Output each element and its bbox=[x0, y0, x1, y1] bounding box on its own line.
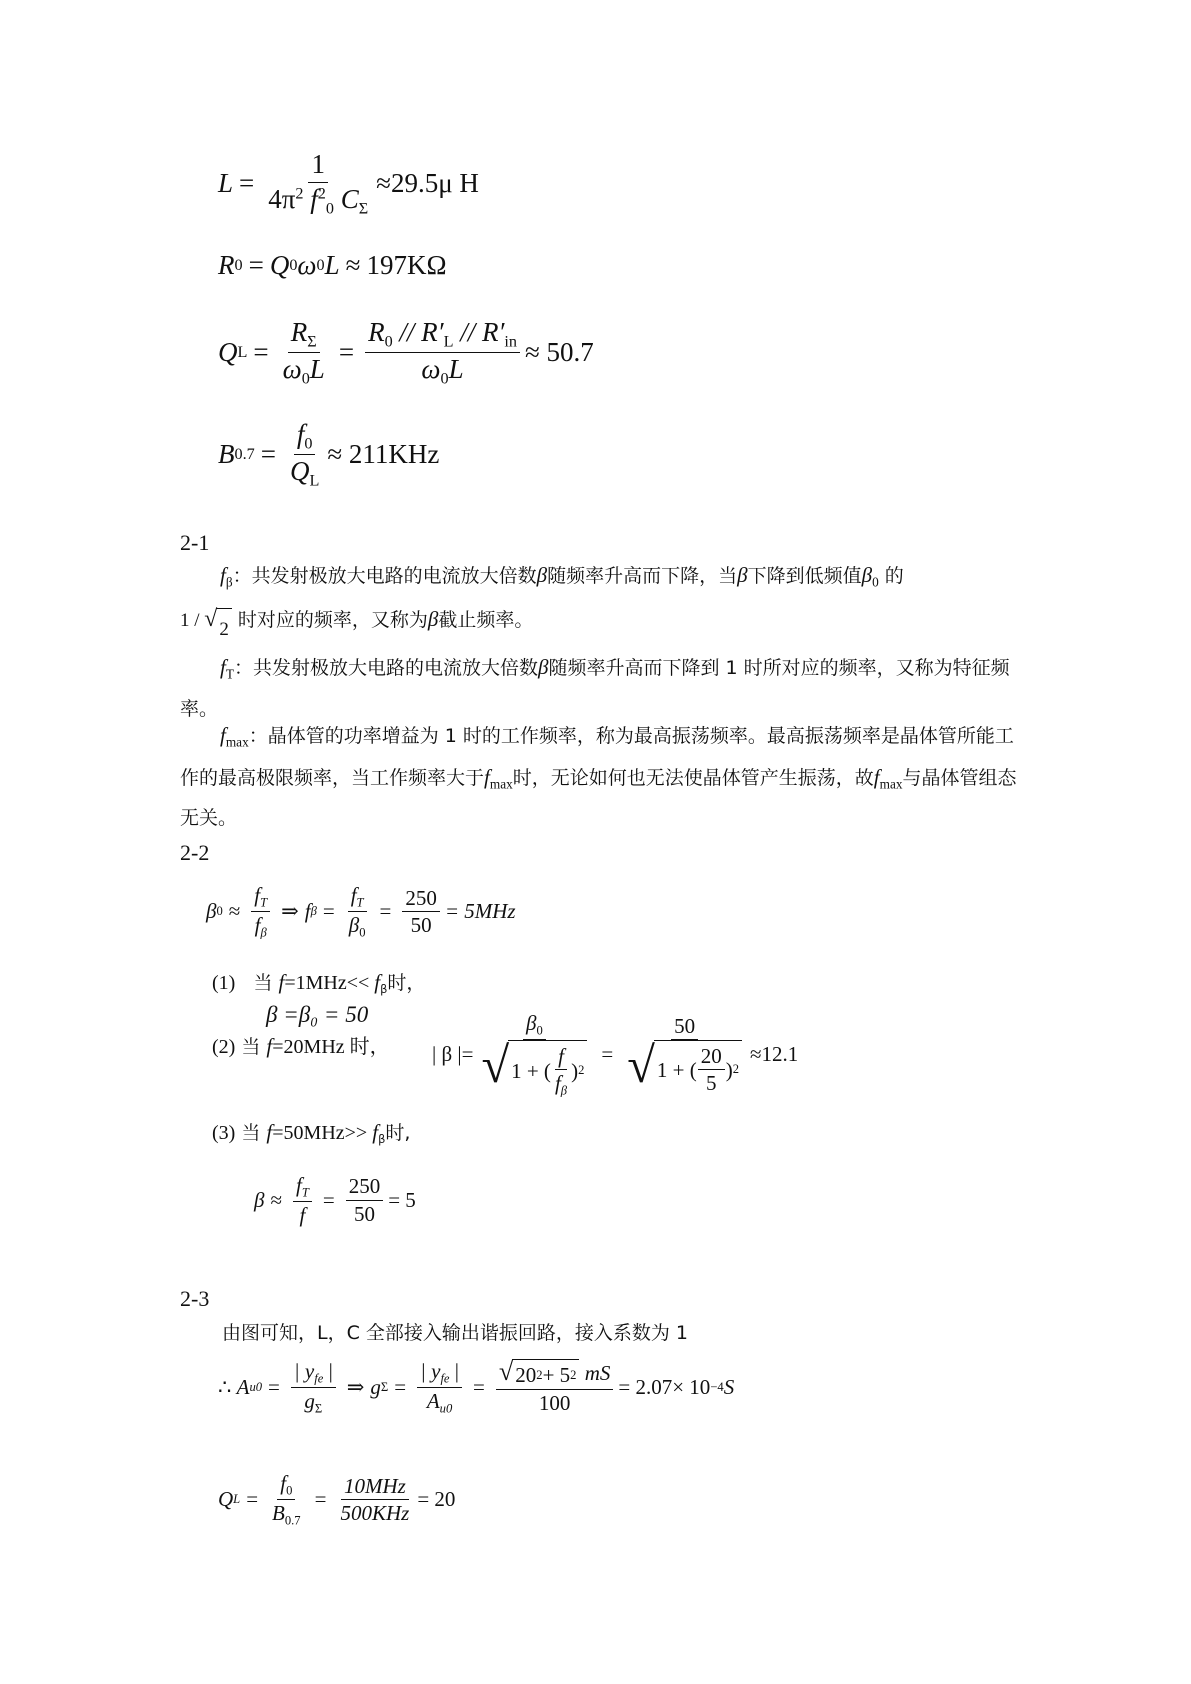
case-2-equation bbox=[432, 1010, 798, 1100]
sqrt-expression bbox=[481, 1037, 587, 1099]
text: 与晶体管组态无关。 bbox=[180, 766, 1017, 830]
paragraph-f-beta-cont bbox=[180, 600, 1020, 649]
sub: Σ bbox=[307, 332, 317, 351]
num-term: f bbox=[254, 883, 261, 907]
symbol: β bbox=[737, 563, 748, 587]
sqrt-icon: √ bbox=[204, 606, 218, 632]
denominator: 100 bbox=[538, 1390, 571, 1415]
unit: mS bbox=[579, 1361, 611, 1386]
sub: 0 bbox=[872, 574, 879, 590]
loaded-q-equation bbox=[218, 1470, 455, 1529]
numerator bbox=[417, 1358, 462, 1388]
text: =1MHz<< bbox=[284, 972, 375, 994]
numerator bbox=[291, 1358, 336, 1388]
bandwidth-equation bbox=[218, 418, 439, 491]
numerator bbox=[251, 882, 270, 912]
sub: 0 bbox=[325, 199, 334, 218]
denominator: 50 bbox=[353, 1201, 375, 1226]
eq-result: = 5MHz bbox=[444, 899, 516, 924]
eq-symbol: β bbox=[254, 1187, 265, 1212]
numerator bbox=[277, 1470, 295, 1500]
symbol: f bbox=[374, 970, 381, 994]
fraction bbox=[337, 1473, 412, 1527]
sub: 0.7 bbox=[234, 444, 255, 463]
eq-operator: = bbox=[473, 1375, 485, 1400]
sqrt-icon: √ bbox=[498, 1357, 514, 1387]
resistance-equation bbox=[218, 250, 447, 281]
symbol: f bbox=[266, 1034, 273, 1058]
sub: u0 bbox=[439, 1401, 453, 1416]
sub: β bbox=[380, 981, 388, 996]
radicand: 2 bbox=[216, 608, 232, 649]
case-label: (2) bbox=[212, 1036, 236, 1058]
paragraph-f-max bbox=[180, 718, 1020, 835]
sub: Σ bbox=[314, 1401, 323, 1416]
eq-operator: = bbox=[314, 1487, 327, 1512]
numerator bbox=[288, 316, 320, 353]
sub: fe bbox=[314, 1371, 324, 1386]
num-term: R bbox=[368, 317, 385, 347]
den-term: L bbox=[309, 353, 325, 384]
denominator bbox=[265, 183, 371, 219]
den-term: ω bbox=[282, 353, 302, 384]
num-term: f bbox=[350, 883, 357, 907]
beta-frequency-equation bbox=[206, 882, 516, 941]
sub: 0 bbox=[216, 904, 223, 919]
den-term: C bbox=[340, 183, 359, 214]
denominator: 50 bbox=[410, 913, 432, 938]
sub: T bbox=[356, 895, 364, 910]
text: 1 + ( bbox=[511, 1059, 551, 1084]
eq-operator: = bbox=[322, 899, 335, 924]
den-term: A bbox=[426, 1389, 440, 1414]
numerator bbox=[365, 316, 520, 353]
sub: L bbox=[309, 471, 320, 490]
gain-conductance-equation bbox=[218, 1358, 734, 1417]
text: 1 + ( bbox=[656, 1057, 697, 1082]
num-term: | bbox=[449, 1359, 459, 1383]
den-term: B bbox=[272, 1501, 285, 1526]
denominator bbox=[478, 1037, 590, 1099]
sub: 0 bbox=[536, 1023, 543, 1038]
paragraph-f-t bbox=[180, 650, 1020, 726]
fraction bbox=[417, 1358, 462, 1417]
section-heading-2-1: 2-1 bbox=[180, 530, 210, 555]
case-label: (1) bbox=[212, 972, 236, 994]
fraction bbox=[280, 316, 328, 389]
symbol: f bbox=[266, 1120, 273, 1144]
sub: Σ bbox=[380, 1380, 389, 1395]
sub: 0 bbox=[304, 434, 313, 453]
text: + 5 bbox=[542, 1363, 571, 1388]
sub: β bbox=[560, 1083, 568, 1098]
case-3-condition bbox=[212, 1118, 410, 1146]
text: 时， bbox=[387, 972, 426, 994]
den-term: 4π bbox=[268, 183, 296, 214]
unit: S bbox=[723, 1375, 735, 1400]
eq-operator: ≈ bbox=[345, 250, 361, 280]
eq-symbol: | β |= bbox=[432, 1042, 474, 1067]
sup: 2 bbox=[732, 1062, 739, 1077]
numerator bbox=[523, 1010, 546, 1040]
eq-operator: = bbox=[260, 438, 276, 469]
sub: max bbox=[489, 776, 513, 792]
sub: max bbox=[879, 776, 903, 792]
eq-result: 197KΩ bbox=[366, 250, 447, 280]
sub: β bbox=[260, 925, 267, 940]
numerator: 250 bbox=[346, 1173, 384, 1200]
fraction bbox=[698, 1043, 725, 1097]
text: ：晶体管的功率增益为 1 时的工作频率，称为最高振荡频率。最高振荡频率是晶体管所能工作的最高极限频率，当工作频率大于 bbox=[180, 725, 1014, 789]
radicand bbox=[512, 1359, 579, 1388]
paragraph-f-beta bbox=[180, 556, 1020, 602]
radicand bbox=[508, 1040, 587, 1099]
eq-term: L bbox=[324, 250, 340, 280]
denominator: 5 bbox=[705, 1071, 717, 1096]
symbol: f bbox=[220, 723, 226, 747]
denominator bbox=[424, 1388, 455, 1417]
eq-result: ≈ 211KHz bbox=[327, 438, 440, 469]
eq-symbol: A bbox=[236, 1375, 250, 1400]
text: 当 bbox=[253, 972, 279, 994]
denominator bbox=[552, 1070, 570, 1099]
sub: u0 bbox=[249, 1380, 263, 1395]
sup: 2 bbox=[317, 184, 326, 203]
inductance-equation bbox=[218, 148, 479, 219]
sub: L bbox=[233, 1492, 241, 1507]
text: 时对应的频率，又称为 bbox=[231, 609, 428, 631]
sub: 0.7 bbox=[284, 1513, 301, 1528]
numerator: f bbox=[555, 1043, 567, 1070]
den-term: f bbox=[254, 913, 261, 938]
sup: 2 bbox=[536, 1367, 543, 1382]
sub: β bbox=[310, 904, 317, 919]
num-term: f bbox=[280, 1471, 287, 1495]
symbol: f bbox=[484, 764, 490, 789]
eq-operator: ⇒ bbox=[346, 1375, 365, 1400]
sup: 2 bbox=[295, 184, 304, 203]
eq-operator: ≈ bbox=[228, 899, 241, 924]
sub: L bbox=[237, 342, 248, 361]
eq-symbol: B bbox=[218, 438, 235, 469]
sqrt-expression bbox=[204, 608, 232, 649]
eq-symbol: Q bbox=[218, 1487, 234, 1512]
text: ) bbox=[571, 1059, 579, 1084]
fraction bbox=[496, 1359, 614, 1416]
fraction bbox=[251, 882, 270, 941]
denominator bbox=[280, 353, 328, 389]
fraction bbox=[365, 316, 520, 389]
text: ：共发射极放大电路的电流放大倍数 bbox=[232, 565, 537, 587]
text: 下降到低频值 bbox=[747, 565, 862, 587]
eq-result: ≈12.1 bbox=[750, 1042, 799, 1067]
quality-factor-equation bbox=[218, 316, 594, 389]
eq-operator: ≈ bbox=[270, 1187, 282, 1212]
sub: fe bbox=[440, 1371, 450, 1386]
denominator: f bbox=[299, 1203, 306, 1228]
eq-operator: ⇒ bbox=[281, 899, 299, 924]
fraction bbox=[624, 1013, 745, 1097]
symbol: f bbox=[278, 970, 285, 994]
num-term: // R′ bbox=[453, 317, 505, 347]
eq-operator: = bbox=[322, 1187, 335, 1212]
sup: −4 bbox=[710, 1380, 724, 1395]
eq-result: ≈ 50.7 bbox=[524, 336, 594, 367]
num-term: f bbox=[296, 1173, 302, 1197]
fraction bbox=[291, 1358, 336, 1417]
numerator bbox=[293, 1172, 312, 1202]
fraction bbox=[478, 1010, 590, 1100]
eq-symbol: L bbox=[218, 167, 234, 198]
case-3-equation bbox=[254, 1172, 416, 1228]
num-term: // R′ bbox=[392, 317, 444, 347]
eq-result: β =β₀ = 50 bbox=[266, 1002, 369, 1027]
numerator bbox=[348, 882, 367, 912]
den-term: g bbox=[304, 1389, 315, 1414]
sub: T bbox=[260, 895, 268, 910]
text: ：共发射极放大电路的电流放大倍数 bbox=[233, 657, 538, 679]
eq-result: = 20 bbox=[417, 1487, 456, 1512]
numerator bbox=[496, 1359, 614, 1389]
denominator bbox=[418, 353, 466, 389]
numerator: 50 bbox=[671, 1013, 698, 1040]
numerator bbox=[294, 418, 316, 455]
therefore-icon: ∴ bbox=[218, 1375, 232, 1400]
fraction bbox=[346, 882, 369, 941]
text: ) bbox=[725, 1057, 733, 1082]
denominator bbox=[269, 1500, 304, 1529]
symbol: f bbox=[873, 764, 880, 789]
sub: 0 bbox=[316, 256, 325, 274]
case-label: (3) bbox=[212, 1122, 236, 1144]
eq-symbol: Q bbox=[218, 336, 238, 367]
sub: in bbox=[504, 332, 517, 351]
eq-term: ω bbox=[297, 250, 317, 280]
fraction bbox=[293, 1172, 312, 1228]
eq-result: ≈29.5μ H bbox=[376, 167, 479, 198]
text: 的 bbox=[878, 565, 904, 587]
sqrt-expression bbox=[627, 1037, 742, 1097]
den-term: β bbox=[348, 913, 360, 938]
sup: 2 bbox=[578, 1063, 585, 1078]
sub: 0 bbox=[234, 256, 243, 274]
eq-operator: = bbox=[394, 1375, 407, 1400]
section-2-3-intro: 由图可知，L，C 全部接入输出谐振回路，接入系数为 1 bbox=[222, 1322, 689, 1344]
eq-operator: = bbox=[379, 899, 392, 924]
numerator: 250 bbox=[402, 885, 440, 912]
symbol: β bbox=[536, 563, 548, 587]
eq-operator: = bbox=[248, 250, 264, 280]
eq-operator: = bbox=[239, 167, 255, 198]
sub: 0 bbox=[440, 369, 449, 388]
text: 20 bbox=[515, 1363, 537, 1388]
sqrt-expression bbox=[499, 1359, 580, 1388]
text: 随频率升高而下降，当 bbox=[547, 565, 738, 587]
numerator: 20 bbox=[698, 1043, 725, 1070]
num-term: R bbox=[290, 317, 308, 347]
section-heading-2-3: 2-3 bbox=[180, 1286, 210, 1311]
sqrt-icon: √ bbox=[627, 1037, 655, 1094]
denominator bbox=[252, 912, 270, 941]
eq-term: Q bbox=[269, 250, 290, 280]
denominator bbox=[624, 1037, 745, 1097]
text: 随频率升高而下降到 1 时所对应的频率，又称为特征频率。 bbox=[180, 657, 1010, 720]
numerator: 1 bbox=[308, 148, 328, 183]
case-2-condition bbox=[212, 1030, 390, 1059]
symbol: β bbox=[427, 607, 439, 631]
eq-term: f bbox=[304, 899, 311, 924]
sub: 0 bbox=[384, 332, 393, 351]
num-term: β bbox=[526, 1011, 537, 1035]
sub: Σ bbox=[358, 199, 369, 218]
den-term: f bbox=[554, 1071, 561, 1096]
denominator bbox=[301, 1388, 325, 1417]
den-term: Q bbox=[289, 455, 310, 486]
den-term: ω bbox=[421, 353, 441, 384]
eq-result: = 5 bbox=[388, 1187, 416, 1212]
symbol: f bbox=[220, 655, 226, 679]
eq-symbol: β bbox=[206, 899, 217, 924]
eq-operator: = bbox=[246, 1487, 259, 1512]
sub: β bbox=[225, 574, 233, 590]
num-term: | y bbox=[420, 1359, 441, 1383]
denominator bbox=[287, 455, 322, 491]
symbol: β bbox=[861, 563, 873, 587]
radicand bbox=[654, 1040, 742, 1097]
text: =50MHz>> bbox=[272, 1122, 373, 1144]
sub: 0 bbox=[359, 925, 366, 940]
sub: 0 bbox=[286, 1483, 293, 1498]
sqrt-icon: √ bbox=[481, 1037, 510, 1094]
eq-operator: = bbox=[253, 336, 269, 367]
symbol: f bbox=[220, 563, 226, 587]
den-term: L bbox=[448, 353, 464, 384]
denominator: 500KHz bbox=[340, 1501, 410, 1526]
fraction bbox=[269, 1470, 304, 1529]
symbol: β bbox=[537, 655, 549, 679]
eq-term: g bbox=[370, 1375, 381, 1400]
text: =20MHz 时， bbox=[272, 1036, 390, 1058]
sub: T bbox=[225, 666, 234, 682]
num-term: | bbox=[323, 1359, 333, 1383]
eq-symbol: R bbox=[218, 250, 235, 280]
eq-operator: = bbox=[601, 1042, 614, 1067]
num-term: f bbox=[296, 419, 305, 449]
eq-operator: = bbox=[268, 1375, 280, 1400]
eq-result: = 2.07× 10 bbox=[618, 1375, 711, 1400]
text: 截止频率。 bbox=[438, 609, 534, 631]
section-heading-2-2: 2-2 bbox=[180, 840, 210, 865]
den-term: f bbox=[310, 183, 318, 214]
sub: max bbox=[225, 734, 249, 750]
fraction bbox=[287, 418, 322, 491]
symbol: f bbox=[372, 1120, 379, 1144]
fraction bbox=[402, 885, 440, 939]
text: 时, bbox=[385, 1122, 411, 1144]
case-1-condition bbox=[212, 968, 425, 996]
text: 时，无论如何也无法使晶体管产生振荡，故 bbox=[512, 766, 874, 789]
num-term: | y bbox=[293, 1359, 315, 1383]
text: 当 bbox=[241, 1122, 267, 1144]
text: 1 / bbox=[180, 610, 205, 631]
fraction bbox=[265, 148, 371, 219]
numerator: 10MHz bbox=[341, 1473, 409, 1500]
case-1-equation bbox=[266, 1002, 368, 1028]
text: 当 bbox=[241, 1036, 267, 1058]
sup: 2 bbox=[570, 1367, 577, 1382]
sub: T bbox=[301, 1185, 309, 1200]
fraction bbox=[552, 1043, 570, 1099]
denominator bbox=[346, 912, 369, 941]
sub: β bbox=[378, 1131, 386, 1146]
eq-operator: = bbox=[338, 336, 355, 367]
sub: L bbox=[443, 332, 454, 351]
sub: 0 bbox=[289, 256, 298, 274]
fraction bbox=[346, 1173, 384, 1227]
sub: 0 bbox=[301, 369, 310, 388]
